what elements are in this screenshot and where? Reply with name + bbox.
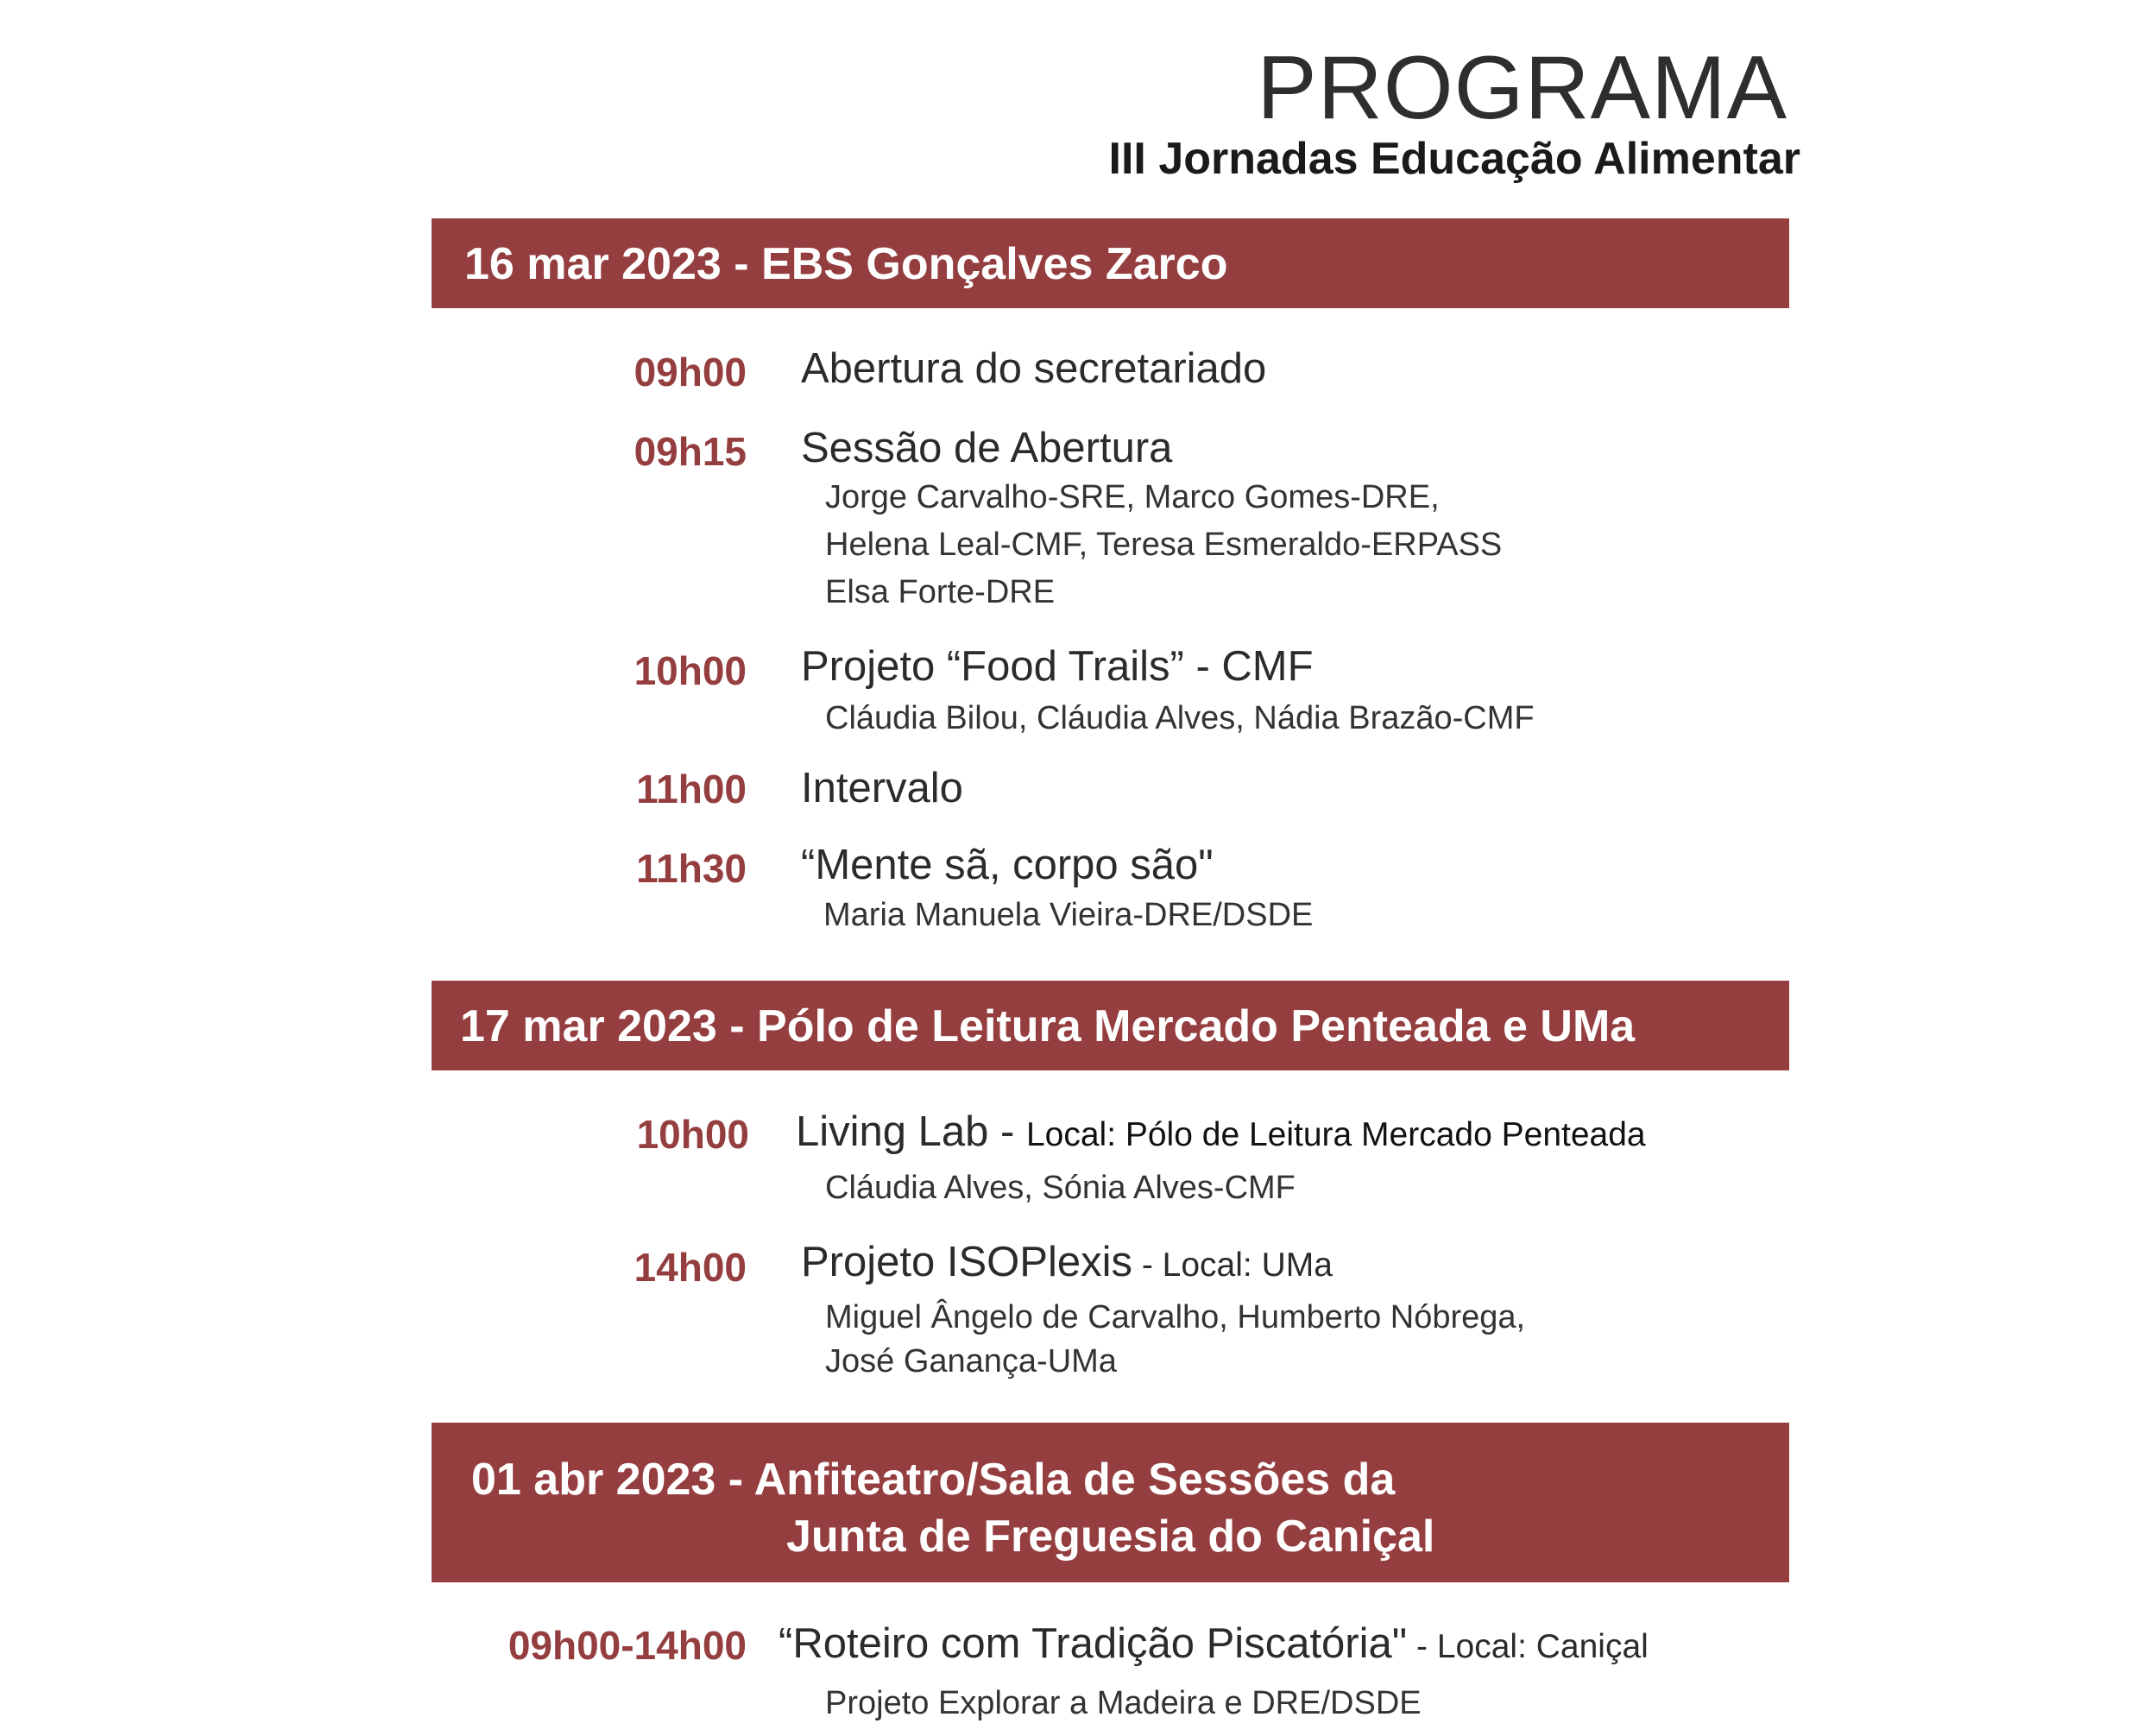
session-speakers: Helena Leal-CMF, Teresa Esmeraldo-ERPASS: [825, 527, 1503, 563]
session-time: 10h00: [634, 648, 747, 693]
session-title-text: “Roteiro com Tradição Piscatória": [779, 1620, 1408, 1667]
session-title: Projeto “Food Trails” - CMF: [801, 643, 1314, 690]
session-location: Local: Pólo de Leitura Mercado Penteada: [1025, 1116, 1646, 1153]
session-title: “Mente sã, corpo são": [801, 842, 1214, 888]
session-time: 14h00: [634, 1245, 747, 1290]
session-title-text: Living Lab -: [796, 1108, 1026, 1155]
session-title: [796, 1108, 1646, 1155]
session-speakers: Cláudia Alves, Sónia Alves-CMF: [825, 1170, 1296, 1206]
day-header-17-mar: [432, 981, 1789, 1070]
session-title: Sessão de Abertura: [801, 425, 1173, 471]
day-header-01-abr: [432, 1423, 1789, 1582]
session-speakers: Elsa Forte-DRE: [825, 574, 1056, 610]
session-title: [801, 1241, 1333, 1284]
day-separator: -: [716, 1001, 758, 1051]
day-venue-line2: Junta de Freguesia do Caniçal: [786, 1512, 1435, 1562]
session-time: 11h30: [636, 846, 747, 891]
day-venue: Pólo de Leitura Mercado Penteada e UMa: [757, 1001, 1636, 1051]
session-speakers: Cláudia Bilou, Cláudia Alves, Nádia Brazão-CMF: [825, 700, 1535, 736]
session-speakers: Jorge Carvalho-SRE, Marco Gomes-DRE,: [825, 479, 1440, 515]
session-time: 09h00: [634, 350, 747, 395]
session-speakers: Miguel Ângelo de Carvalho, Humberto Nóbrega,: [825, 1299, 1526, 1335]
page-title: PROGRAMA: [1257, 38, 1787, 138]
day-separator: -: [721, 239, 762, 289]
session-title: Intervalo: [801, 765, 963, 811]
session-title-text: Projeto ISOPlexis: [801, 1239, 1132, 1285]
session-location: - Local: Caniçal: [1407, 1628, 1649, 1665]
session-time: 10h00: [636, 1112, 749, 1157]
page-subtitle: III Jornadas Educação Alimentar: [1108, 134, 1800, 184]
day-date: 16 mar 2023: [464, 239, 722, 289]
day-header-text: [464, 239, 1228, 289]
session-speakers: José Ganança-UMa: [825, 1343, 1117, 1379]
session-time: 09h00-14h00: [508, 1623, 747, 1668]
session-speakers: Maria Manuela Vieira-DRE/DSDE: [823, 897, 1314, 933]
session-time: 09h15: [634, 429, 747, 474]
day-date: 17 mar 2023: [460, 1001, 717, 1051]
day-separator: -: [716, 1455, 754, 1505]
session-time: 11h00: [636, 767, 747, 811]
day-header-16-mar: [432, 218, 1789, 308]
day-date: 01 abr 2023: [471, 1455, 716, 1505]
session-location: - Local: UMa: [1132, 1247, 1333, 1284]
day-venue: EBS Gonçalves Zarco: [761, 239, 1228, 289]
day-venue-line1: Anfiteatro/Sala de Sessões da: [753, 1455, 1396, 1505]
session-title: [779, 1620, 1649, 1667]
session-speakers: Projeto Explorar a Madeira e DRE/DSDE: [825, 1685, 1422, 1721]
day-header-text: [460, 1001, 1636, 1051]
session-title: Abertura do secretariado: [801, 345, 1267, 392]
day-header-text: [471, 1455, 1396, 1505]
